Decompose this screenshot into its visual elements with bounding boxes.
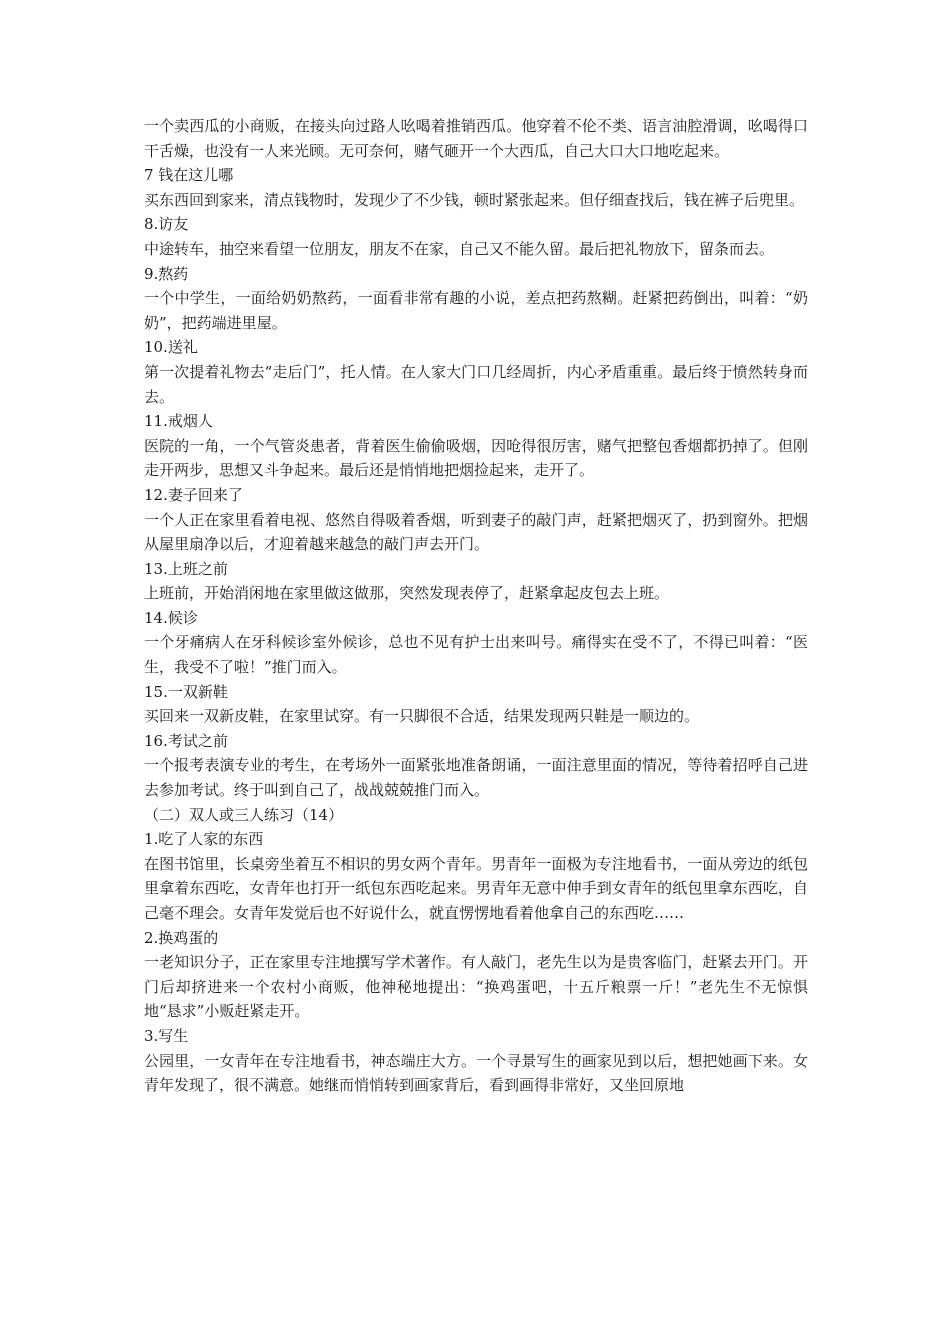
heading-text: 12.妻子回来了 [144, 485, 243, 504]
text-block [144, 434, 808, 483]
text-block [144, 852, 808, 926]
heading-text: 2.换鸡蛋的 [144, 928, 219, 947]
section-heading [144, 483, 808, 508]
text-block [144, 1049, 808, 1098]
section-heading [144, 680, 808, 705]
heading-text: 10.送礼 [144, 338, 198, 357]
text-block [144, 114, 808, 163]
heading-text: 1.吃了人家的东西 [144, 830, 264, 849]
section-heading [144, 606, 808, 631]
section-heading [144, 729, 808, 754]
paragraph: 一个牙痛病人在牙科候诊室外候诊，总也不见有护士出来叫号。痛得实在受不了，不得已叫着：“医生，我受不了啦！”推门而入。 [144, 633, 808, 677]
heading-text: 14.候诊 [144, 608, 198, 627]
section-heading [144, 827, 808, 852]
heading-text: （二）双人或三人练习（14） [144, 805, 344, 824]
section-heading [144, 803, 808, 828]
paragraph: 一个人正在家里看着电视、悠然自得吸着香烟，听到妻子的敲门声，赶紧把烟灭了，扔到窗外。把烟从屋里扇净以后，才迎着越来越急的敲门声去开门。 [144, 510, 808, 554]
section-heading [144, 262, 808, 287]
text-block [144, 237, 808, 262]
paragraph: 上班前，开始消闲地在家里做这做那，突然发现表停了，赶紧拿起皮包去上班。 [144, 584, 670, 603]
paragraph: 公园里，一女青年在专注地看书，神态端庄大方。一个寻景写生的画家见到以后，想把她画下来。女青年发现了，很不满意。她继而悄悄转到画家背后，看到画得非常好，又坐回原地 [144, 1051, 808, 1095]
paragraph: 一个卖西瓜的小商贩，在接头向过路人吆喝着推销西瓜。他穿着不伦不类、语言油腔滑调，吆喝得口干舌燥，也没有一人来光顾。无可奈何，赌气砸开一个大西瓜，自己大口大口地吃起来。 [144, 117, 808, 160]
paragraph: 一老知识分子，正在家里专注地撰写学术著作。有人敲门，老先生以为是贵客临门，赶紧去开门。开门后却挤进来一个农村小商贩，他神秘地提出：“换鸡蛋吧，十五斤粮票一斤！”老先生不无惊惧地“恳求”小贩赶紧走开。 [144, 953, 808, 1021]
paragraph: 买东西回到家来，清点钱物时，发现少了不少钱，顿时紧张起来。但仔细查找后，钱在裤子后兜里。 [144, 190, 805, 209]
heading-text: 16.考试之前 [144, 731, 228, 750]
paragraph: 医院的一角，一个气管炎患者，背着医生偷偷吸烟，因呛得很厉害，赌气把整包香烟都扔掉了。但刚走开两步，思想又斗争起来。最后还是悄悄地把烟捡起来，走开了。 [144, 436, 808, 480]
text-block [144, 508, 808, 557]
text-block [144, 753, 808, 802]
section-heading [144, 409, 808, 434]
paragraph: 在图书馆里，长桌旁坐着互不相识的男女两个青年。男青年一面极为专注地看书，一面从旁边的纸包里拿着东西吃，女青年也打开一纸包东西吃起来。男青年无意中伸手到女青年的纸包里拿东西吃，自己毫不理会。女青年发觉后也不好说什么，就直愣愣地看着他拿自己的东西吃…… [144, 854, 808, 922]
heading-text: 11.戒烟人 [144, 412, 213, 431]
paragraph: 一个报考表演专业的考生，在考场外一面紧张地准备朗诵，一面注意里面的情况，等待着招呼自己进去参加考试。终于叫到自己了，战战兢兢推门而入。 [144, 756, 808, 800]
heading-text: 9.熬药 [144, 264, 189, 283]
heading-text: 13.上班之前 [144, 559, 228, 578]
text-block [144, 188, 808, 213]
section-heading [144, 212, 808, 237]
text-block [144, 704, 808, 729]
text-block [144, 581, 808, 606]
text-block [144, 630, 808, 679]
text-block [144, 360, 808, 409]
document-page [144, 114, 808, 1098]
heading-text: 15.一双新鞋 [144, 682, 228, 701]
text-block [144, 286, 808, 335]
section-heading [144, 163, 808, 188]
heading-text: 7 钱在这儿哪 [144, 166, 234, 185]
heading-text: 8.访友 [144, 215, 189, 234]
paragraph: 一个中学生，一面给奶奶熬药，一面看非常有趣的小说，差点把药熬糊。赶紧把药倒出，叫着：“奶奶”，把药端进里屋。 [144, 289, 808, 332]
text-block [144, 950, 808, 1024]
section-heading [144, 335, 808, 360]
section-heading [144, 1024, 808, 1049]
heading-text: 3.写生 [144, 1026, 189, 1045]
section-heading [144, 926, 808, 951]
paragraph: 买回来一双新皮鞋，在家里试穿。有一只脚很不合适，结果发现两只鞋是一顺边的。 [144, 707, 700, 726]
paragraph: 中途转车，抽空来看望一位朋友，朋友不在家，自己又不能久留。最后把礼物放下，留条而去。 [144, 239, 775, 258]
section-heading [144, 557, 808, 582]
paragraph: 第一次提着礼物去“走后门”，托人情。在人家大门口几经周折，内心矛盾重重。最后终于愤然转身而去。 [144, 362, 808, 406]
